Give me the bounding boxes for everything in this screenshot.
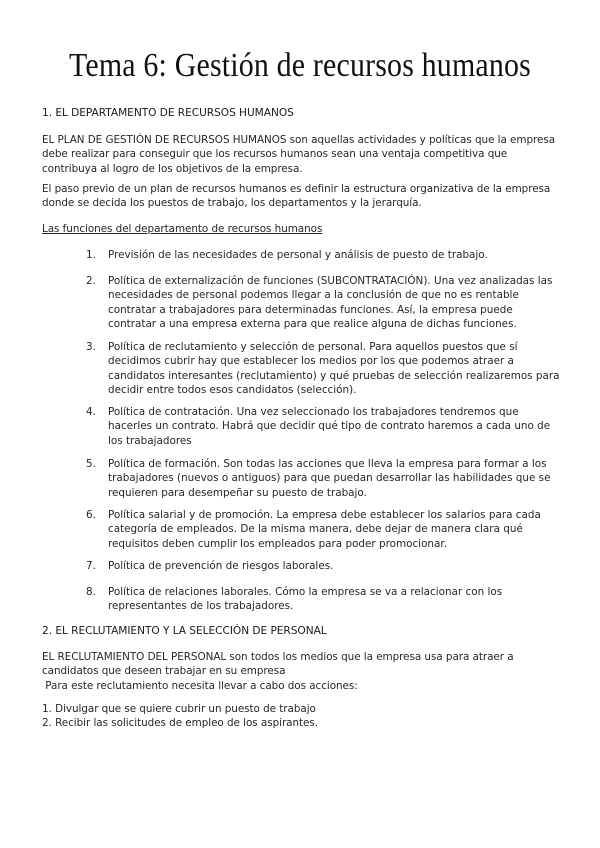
list-item [86, 274, 560, 331]
functions-subheading: Las funciones del departamento de recursos humanos [42, 223, 323, 235]
list-item-text: Política de formación. Son todas las acciones que lleva la empresa para formar a los trabajadores (nuevos o antiguos) para que puedan desarrollar las habilidades que se requieren para desempeñar su puesto de trabajo. [108, 458, 551, 499]
list-item-text: Política de externalización de funciones (SUBCONTRATACIÓN). Una vez analizadas las necesidades de personal podemos llegar a la conclusión de que no es rentable contratar a trabajadores para determinadas funciones. Así, la empresa puede contratar a una empresa externa para que realice alguna de dichas funciones. [108, 275, 553, 330]
list-item [86, 508, 560, 551]
list-item-number: 1. [86, 249, 96, 261]
recruitment-actions [42, 702, 560, 731]
list-item-number: 3. [86, 341, 96, 353]
page-title: Tema 6: Gestión de recursos humanos [69, 47, 531, 84]
section-1-paragraph-1: EL PLAN DE GESTIÓN DE RECURSOS HUMANOS son aquellas actividades y políticas que la empresa debe realizar para conseguir que los recursos humanos sean una ventaja competitiva que contribuya al logro de los objetivos de la empresa. [42, 134, 556, 175]
recruitment-actions-intro: Para este reclutamiento necesita llevar a cabo dos acciones: [42, 679, 358, 692]
section-1-heading: 1. EL DEPARTAMENTO DE RECURSOS HUMANOS [42, 107, 294, 119]
list-item-text: Previsión de las necesidades de personal y análisis de puesto de trabajo. [108, 249, 488, 261]
list-item [86, 405, 560, 448]
list-item-number: 7. [86, 560, 96, 572]
section-1-paragraph-2: El paso previo de un plan de recursos humanos es definir la estructura organizativa de la empresa donde se decida los puestos de trabajo, los departamentos y la jerarquía. [42, 183, 551, 210]
list-item-number: 2. [86, 275, 96, 287]
list-item-number: 6. [86, 509, 96, 521]
action-item: 1. Divulgar que se quiere cubrir un puesto de trabajo [42, 703, 316, 715]
list-item-number: 5. [86, 458, 96, 470]
section-2-paragraph-1 [42, 650, 560, 693]
list-item [86, 559, 560, 573]
list-item-text: Política de contratación. Una vez seleccionado los trabajadores tendremos que hacerles un contrato. Habrá que decidir qué tipo de contrato haremos a cada uno de los trabajadores [108, 406, 551, 447]
list-item-number: 4. [86, 406, 96, 418]
list-item-text: Política de relaciones laborales. Cómo la empresa se va a relacionar con los representantes de los trabajadores. [108, 586, 503, 613]
list-item-text: Política de reclutamiento y selección de personal. Para aquellos puestos que sí decidimos cubrir hay que establecer los medios por los que podemos atraer a candidatos interesantes (reclutamiento) y qué pruebas de selección realizaremos para decidir entre todos esos candidatos (selección). [108, 341, 560, 396]
section-2-heading: 2. EL RECLUTAMIENTO Y LA SELECCIÓN DE PERSONAL [42, 625, 327, 637]
list-item [86, 248, 560, 262]
list-item [86, 457, 560, 500]
list-item-text: Política salarial y de promoción. La empresa debe establecer los salarios para cada categoría de empleados. De la misma manera, debe dejar de manera clara qué requisitos deben cumplir los empleados para poder promocionar. [108, 509, 541, 550]
action-item: 2. Recibir las solicitudes de empleo de los aspirantes. [42, 717, 319, 730]
recruitment-definition: EL RECLUTAMIENTO DEL PERSONAL son todos los medios que la empresa usa para atraer a candidatos que deseen trabajar en su empresa [42, 651, 514, 678]
list-item [86, 340, 560, 397]
list-item [86, 585, 560, 614]
list-item-number: 8. [86, 586, 96, 598]
list-item-text: Política de prevención de riesgos laborales. [108, 560, 334, 572]
